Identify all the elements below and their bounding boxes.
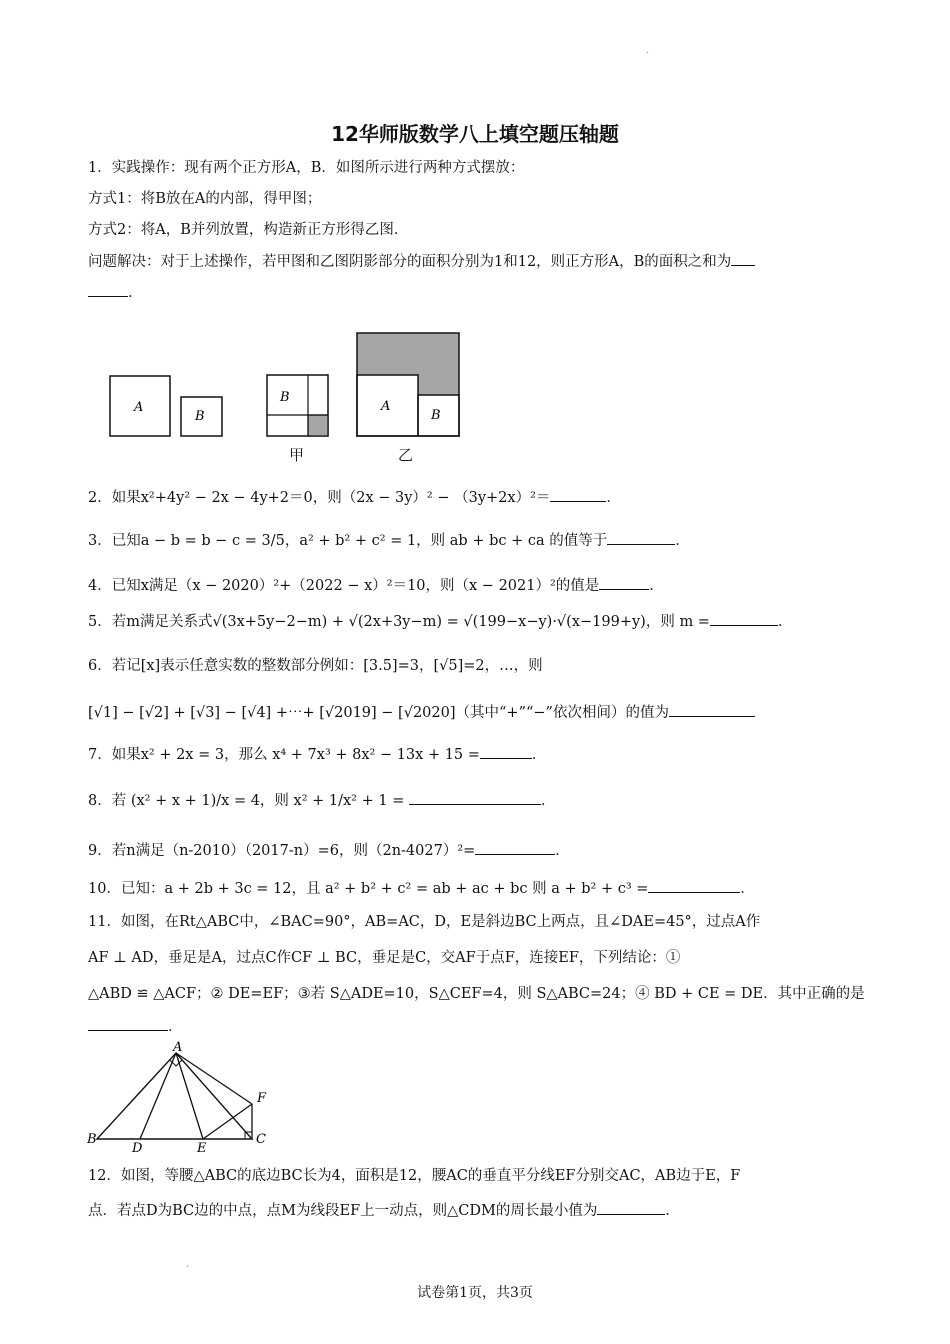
q11-line1: 11．如图，在Rt△ABC中，∠BAC=90°，AB=AC，D，E是斜边BC上两点，且∠DAE=45°，过点A作 [88, 914, 761, 930]
label-c: C [256, 1132, 266, 1147]
label-d: D [132, 1141, 143, 1155]
triangle-abc [97, 1053, 252, 1139]
q1-line1: 1．实践操作：现有两个正方形A，B．如图所示进行两种方式摆放： [88, 160, 525, 176]
q12-line2: 点．若点D为BC边的中点，点M为线段EF上一动点，则△CDM的周长最小值为 ． [88, 1200, 680, 1221]
q4: 4．已知x满足（x − 2020）²+（2022 − x）²＝10，则（x − 2021）²的值是 ． [88, 575, 664, 596]
q1-line4: 问题解决：对于上述操作，若甲图和乙图阴影部分的面积分别为1和12，则正方形A，B的面积之和为 [88, 251, 755, 272]
q5: 5．若m满足关系式√(3x+5y−2−m) + √(2x+3y−m) = √(199−x−y)·√(x−199+y)，则 m = ． [88, 611, 792, 632]
q2: 2．如果x²+4y² − 2x − 4y+2＝0，则（2x − 3y）² − （3y+2x）²＝ ． [88, 487, 621, 508]
q7: 7．如果x² + 2x = 3，那么 x⁴ + 7x³ + 8x² − 13x + 15 = ． [88, 744, 546, 765]
q1-line2: 方式1：将B放在A的内部，得甲图； [88, 191, 322, 207]
segment-ad [140, 1053, 176, 1139]
q11-line4: ． [88, 1016, 183, 1037]
q11-line2: AF ⊥ AD，垂足是A，过点C作CF ⊥ BC，垂足是C，交AF于点F，连接EF，下列结论：① [88, 950, 681, 966]
label-b-jia: B [280, 390, 290, 405]
label-jia: 甲 [289, 446, 305, 464]
q1-line3: 方式2：将A，B并列放置，构造新正方形得乙图． [88, 222, 409, 238]
label-f: F [257, 1091, 267, 1106]
label-a-1: A [134, 400, 144, 415]
segment-ae [176, 1053, 203, 1139]
scan-dot: · [646, 48, 650, 59]
q1-figure [0, 320, 950, 470]
label-b-1: B [195, 409, 205, 424]
q10: 10．已知：a + 2b + 3c = 12，且 a² + b² + c² = ab + ac + bc 则 a + b² + c³ = ． [88, 878, 755, 899]
q3: 3．已知a − b = b − c = 3/5，a² + b² + c² = 1，则 ab + bc + ca 的值等于 ． [88, 530, 690, 551]
page-footer: 试卷第1页，共3页 [417, 1285, 533, 1301]
yi-shaded [357, 333, 459, 395]
label-b-yi: B [431, 408, 441, 423]
scan-dot-2: · [186, 1262, 190, 1273]
page-title: 12华师版数学八上填空题压轴题 [331, 122, 619, 146]
q11-figure [80, 1040, 300, 1155]
q6-line2: [√1] − [√2] + [√3] − [√4] +⋯+ [√2019] − [√2020]（其中“+”“−”依次相间）的值为 [88, 702, 755, 723]
label-e: E [197, 1141, 207, 1155]
label-a-yi: A [381, 399, 391, 414]
label-yi: 乙 [398, 446, 414, 464]
label-a: A [173, 1040, 183, 1055]
q12-line1: 12．如图，等腰△ABC的底边BC长为4，面积是12，腰AC的垂直平分线EF分别交AC，AB边于E，F [88, 1168, 741, 1184]
q9: 9．若n满足（n-2010）（2017-n）=6，则（2n-4027）²= ． [88, 840, 570, 861]
q6-line1: 6．若记[x]表示任意实数的整数部分例如：[3.5]=3，[√5]=2，…，则 [88, 658, 543, 674]
label-b: B [87, 1132, 97, 1147]
q11-line3: △ABD ≌ △ACF；② DE=EF；③若 S△ADE=10，S△CEF=4，则 S△ABC=24；④ BD + CE = DE．其中正确的是 [88, 986, 865, 1002]
q1-line5: ． [88, 282, 143, 303]
q8: 8．若 (x² + x + 1)/x = 4，则 x² + 1/x² + 1 = ． [88, 790, 555, 811]
jia-shaded [308, 415, 328, 436]
